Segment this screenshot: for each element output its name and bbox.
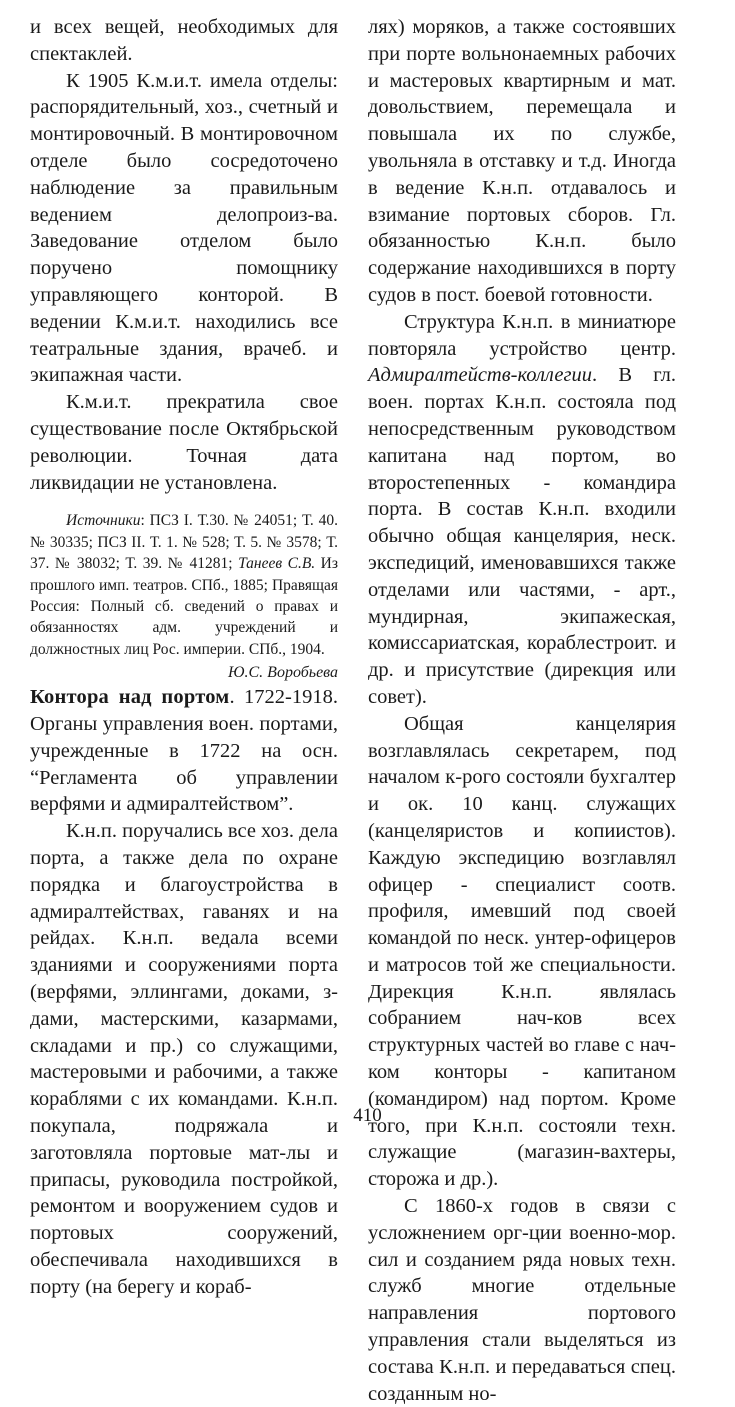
sources-text-b: Из прошлого имп. театров. СПб., 1885; Правящая Россия: Полный сб. сведений о правах и обязанностях адм. учреждений и должностных лиц Рос. империи. СПб., 1904. (30, 555, 339, 658)
paragraph-duties-continued: лях) моряков, а также состоявших при порте вольнонаемных рабочих и мастеровых квартирным и мат. довольствием, перемещала и повышала их по службе, увольняла в отставку и т.д. Иногда в ведение К.н.п. отдавалось и взимание портовых сборов. Гл. обязанностью К.н.п. было содержание находившихся в порту судов в пост. боевой готовности. (368, 16, 676, 306)
article-author: Ю.С. Воробьева (227, 664, 338, 682)
entry-title: Контора над портом (30, 686, 230, 709)
paragraph-duties: К.н.п. поручались все хоз. дела порта, а также дела по охране порядка и благоустройства в адмиралтействах, гаванях и на рейдах. К.н.п. ведала всеми зданиями и сооружениями порта (верфями, эллингами, доками, з-дами, мастерскими, казармами, складами и пр.) со служащими, мастеровыми и рабочими, а также кораблями с их командами. К.н.п. покупала, подряжала и заготовляла портовые мат-лы и припасы, руководила постройкой, ремонтом и вооружением судов и портовых сооружений, обеспечивала находившихся в порту (на берегу и кораб- (30, 820, 338, 1298)
structure-text-a: Структура К.н.п. в миниатюре повторяла устройство центр. (368, 310, 676, 360)
sources-block (30, 510, 338, 660)
entry-heading-paragraph (30, 684, 338, 818)
sources-text-a: : ПСЗ I. Т.30. № 24051; Т. 40. № 30335; ПСЗ II. Т. 1. № 528; Т. 5. № 3578; Т. 37. № 38032; Т. 39. № 41281; (30, 512, 338, 573)
sources-label: Источники (66, 512, 141, 530)
entry-intro: . 1722-1918. Органы управления воен. портами, учрежденные в 1722 на осн. “Регламента об управлении верфями и адмиралтейством”. (30, 686, 339, 816)
page-number: 410 (353, 1105, 382, 1126)
paragraph-continuation: и всех вещей, необходимых для спектаклей. (30, 16, 338, 65)
paragraph-termination: К.м.и.т. прекратила свое существование после Октябрьской революции. Точная дата ликвидации не установлена. (30, 391, 338, 494)
paragraph-structure (368, 309, 676, 711)
paragraph-1860s: С 1860-х годов в связи с усложнением орг-ции военно-мор. сил и созданием ряда новых техн. служб многие отдельные направления портового управления стали выделяться из состава К.н.п. и передаваться спец. созданным но- (368, 1195, 676, 1405)
right-column (368, 14, 676, 1407)
paragraph-chancellery: Общая канцелярия возглавлялась секретарем, под началом к-рого состояли бухгалтер и ок. 10 канц. служащих (канцеляристов и копиистов). Каждую экспедицию возглавлял офицер - специалист соотв. профиля, имевший под своей командой по неск. унтер-офицеров и матросов той же специальности. Дирекция К.н.п. являлась собранием нач-ков всех структурных частей во главе с нач-ком конторы - капитаном (командиром) над портом. Кроме того, при К.н.п. состояли техн. служащие (магазин-вахтеры, сторожа и др.). (368, 712, 676, 1191)
cross-reference-link: Адмиралтейств-коллегии (368, 364, 592, 387)
structure-text-b: . В гл. воен. портах К.н.п. состояла под непосредственным руководством капитана над портом, во второстепенных - командира порта. В состав К.н.п. входили обычно общая канцелярия, неск. экспедиций, именовавшихся также отделами или частями, - арт., мундирная, экипажеская, комиссариатская, кораблестроит. и др. и присутствие (дирекция или совет). (368, 364, 676, 708)
sources-author: Танеев С.В. (238, 555, 316, 573)
paragraph-departments: К 1905 К.м.и.т. имела отделы: распорядительный, хоз., счетный и монтировочный. В монтировочном отделе было сосредоточено наблюдение за правильным ведением делопроиз-ва. Заведование отделом было поручено помощнику управляющего конторой. В ведении К.м.и.т. находились все театральные здания, врачеб. и экипажная части. (30, 69, 338, 387)
